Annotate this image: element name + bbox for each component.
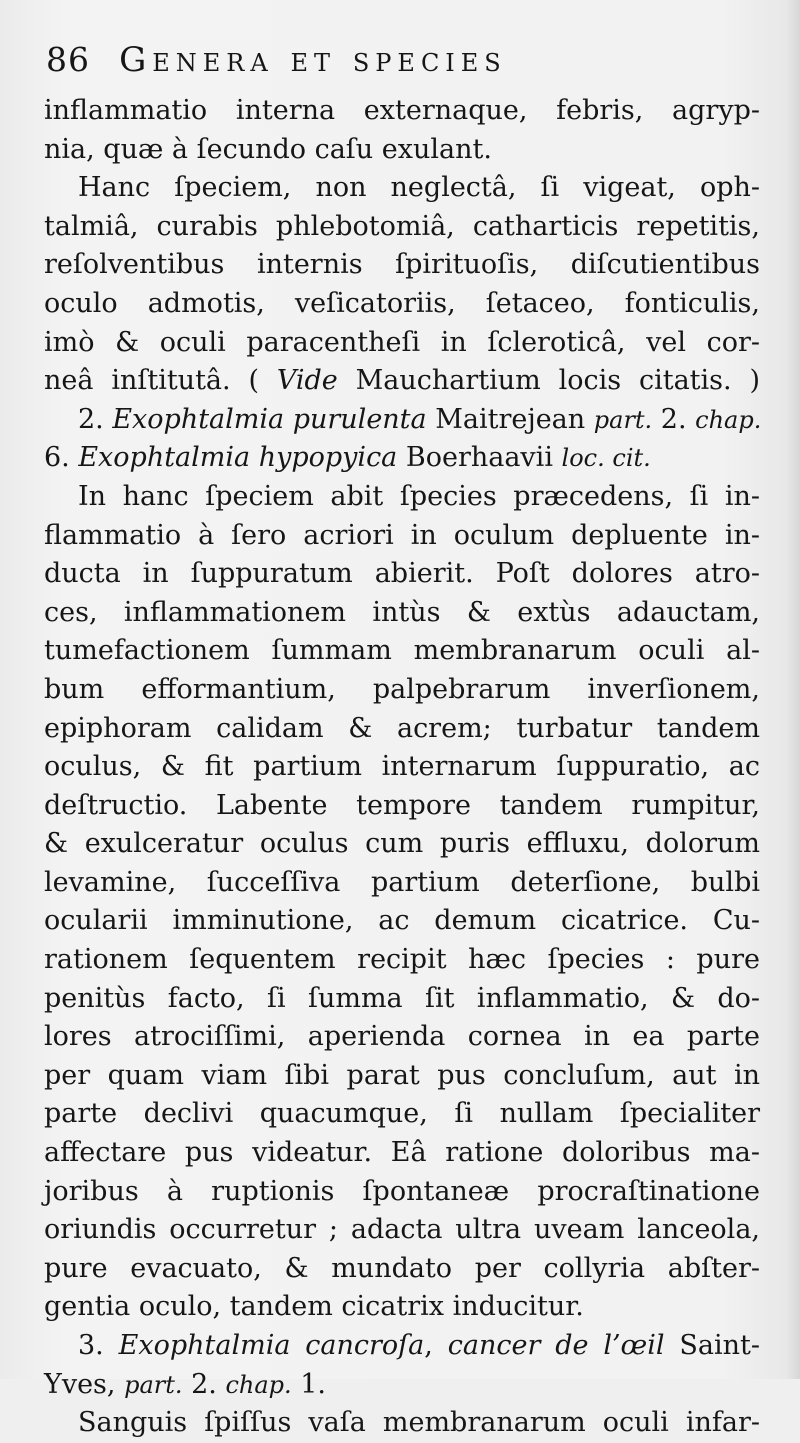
text-line (44, 1366, 760, 1405)
text-segment: nia, quæ à ſecundo caſu exulant. (44, 133, 492, 165)
text-segment: pure evacuato, & mundato per collyria abſter- (44, 1252, 760, 1284)
text-segment: ducta in ſuppuratum abierit. Poſt dolores atro- (44, 558, 760, 590)
text-segment: lores atrociſſimi, aperienda cornea in ea parte (44, 1021, 760, 1053)
text-segment: rationem ſequentem recipit hæc ſpecies : pure (44, 944, 760, 976)
page-number: 86 (46, 40, 90, 79)
italic-segment: Exophtalmia hypopyica (78, 442, 398, 474)
text-segment: bum efformantium, palpebrarum inverſionem, (44, 673, 760, 705)
text-line (44, 825, 760, 864)
text-line (44, 787, 760, 826)
text-segment: 2. (652, 403, 696, 435)
text-line (44, 517, 760, 556)
text-line (44, 748, 760, 787)
text-segment: 6. (44, 442, 79, 474)
text-line (44, 1057, 760, 1096)
text-segment: ces, inflammationem intùs & extùs adauctam, (44, 596, 760, 628)
text-line (44, 1211, 760, 1250)
text-line (44, 710, 760, 749)
italic-segment: chap. (225, 1370, 292, 1399)
text-segment: neâ inſtitutâ. ( (44, 365, 277, 397)
text-segment: flammatio à ſero acriori in oculum depluente in- (44, 519, 760, 551)
text-line (44, 864, 760, 903)
text-line (44, 401, 760, 440)
italic-segment: Vide (276, 365, 338, 397)
text-line (44, 555, 760, 594)
text-line (44, 324, 760, 363)
text-line (44, 1134, 760, 1173)
text-line (44, 1250, 760, 1289)
text-segment: Yves, (44, 1368, 125, 1400)
text-line (44, 1404, 760, 1443)
text-segment: In hanc ſpeciem abit ſpecies præcedens, ſi in- (78, 480, 760, 512)
text-segment: oriundis occurretur ; adacta ultra uveam lanceola, (44, 1214, 760, 1246)
text-line (44, 362, 760, 401)
text-segment: per quam viam ſibi parat pus concluſum, aut in (44, 1059, 760, 1091)
text-segment: oculo admotis, veſicatoriis, ſetaceo, fonticulis, (44, 287, 760, 319)
text-line (44, 478, 760, 517)
italic-segment: Exophtalmia cancroſa (118, 1330, 425, 1361)
text-line (44, 902, 760, 941)
text-segment: Sanguis ſpiſſus vaſa membranarum oculi infar- (78, 1407, 760, 1439)
page-header (46, 40, 746, 90)
text-line (44, 1095, 760, 1134)
text-line (44, 1018, 760, 1057)
text-line (44, 439, 760, 478)
text-line (44, 941, 760, 980)
text-segment: penitùs facto, ſi ſumma ſit inflammatio, & do- (44, 982, 760, 1014)
text-line (44, 169, 760, 208)
text-segment: 1. (291, 1368, 326, 1400)
text-segment: , (424, 1330, 448, 1361)
text-segment: tumefactionem ſummam membranarum oculi al- (44, 635, 760, 667)
body-text (44, 92, 760, 1443)
text-segment: epiphoram calidam & acrem; turbatur tandem (44, 712, 760, 744)
text-segment: 2. (182, 1368, 226, 1400)
text-line (44, 208, 760, 247)
text-segment: affectare pus videatur. Eâ ratione doloribus ma- (44, 1137, 760, 1169)
text-segment: joribus à ruptionis ſpontaneæ procraſtinatione (44, 1175, 760, 1207)
text-segment: deſtructio. Labente tempore tandem rumpitur, (44, 789, 760, 821)
text-segment: parte declivi quacumque, ſi nullam ſpecialiter (44, 1098, 760, 1130)
text-segment: inflammatio interna externaque, febris, agryp- (44, 95, 760, 126)
text-line (44, 594, 760, 633)
page-edge-shadow (786, 0, 800, 1379)
text-segment: oculus, & fit partium internarum ſuppuratio, ac (44, 751, 760, 783)
text-segment: Maitrejean (426, 403, 594, 435)
text-segment: & exulceratur oculus cum puris effluxu, dolorum (44, 828, 760, 860)
text-segment: Saint- (664, 1330, 760, 1361)
text-line (44, 1288, 760, 1327)
text-line (44, 632, 760, 671)
text-segment: talmiâ, curabis phlebotomiâ, catharticis repetitis, (44, 210, 760, 242)
italic-segment: chap. (695, 405, 762, 434)
italic-segment: cancer de l’œil (447, 1330, 665, 1361)
text-segment: 3. (78, 1330, 119, 1361)
text-line (44, 285, 760, 324)
text-line (44, 246, 760, 285)
italic-segment: Exophtalmia purulenta (112, 403, 427, 435)
text-segment: Boerhaavii (397, 442, 562, 474)
text-line (44, 1327, 760, 1366)
italic-segment: part. (593, 405, 653, 434)
text-segment: reſolventibus internis ſpirituoſis, diſcutientibus (44, 249, 760, 281)
italic-segment: loc. cit. (561, 444, 651, 473)
text-line (44, 671, 760, 710)
text-segment: Hanc ſpeciem, non neglectâ, ſi vigeat, oph- (78, 172, 760, 204)
text-segment: 2. (78, 403, 113, 435)
text-line (44, 131, 760, 170)
text-segment: gentia oculo, tandem cicatrix inducitur. (44, 1291, 584, 1323)
text-line (44, 92, 760, 131)
text-segment: levamine, ſucceſſiva partium deterſione, bulbi (44, 866, 760, 898)
text-line (44, 1173, 760, 1212)
text-segment: imò & oculi paracentheſi in ſcleroticâ, vel cor- (44, 326, 760, 358)
italic-segment: part. (124, 1370, 183, 1399)
text-line (44, 980, 760, 1019)
text-segment: Mauchartium locis citatis. ) (337, 365, 760, 397)
running-head: Genera et species (119, 40, 507, 80)
text-segment: ocularii imminutione, ac demum cicatrice. Cu- (44, 905, 760, 937)
